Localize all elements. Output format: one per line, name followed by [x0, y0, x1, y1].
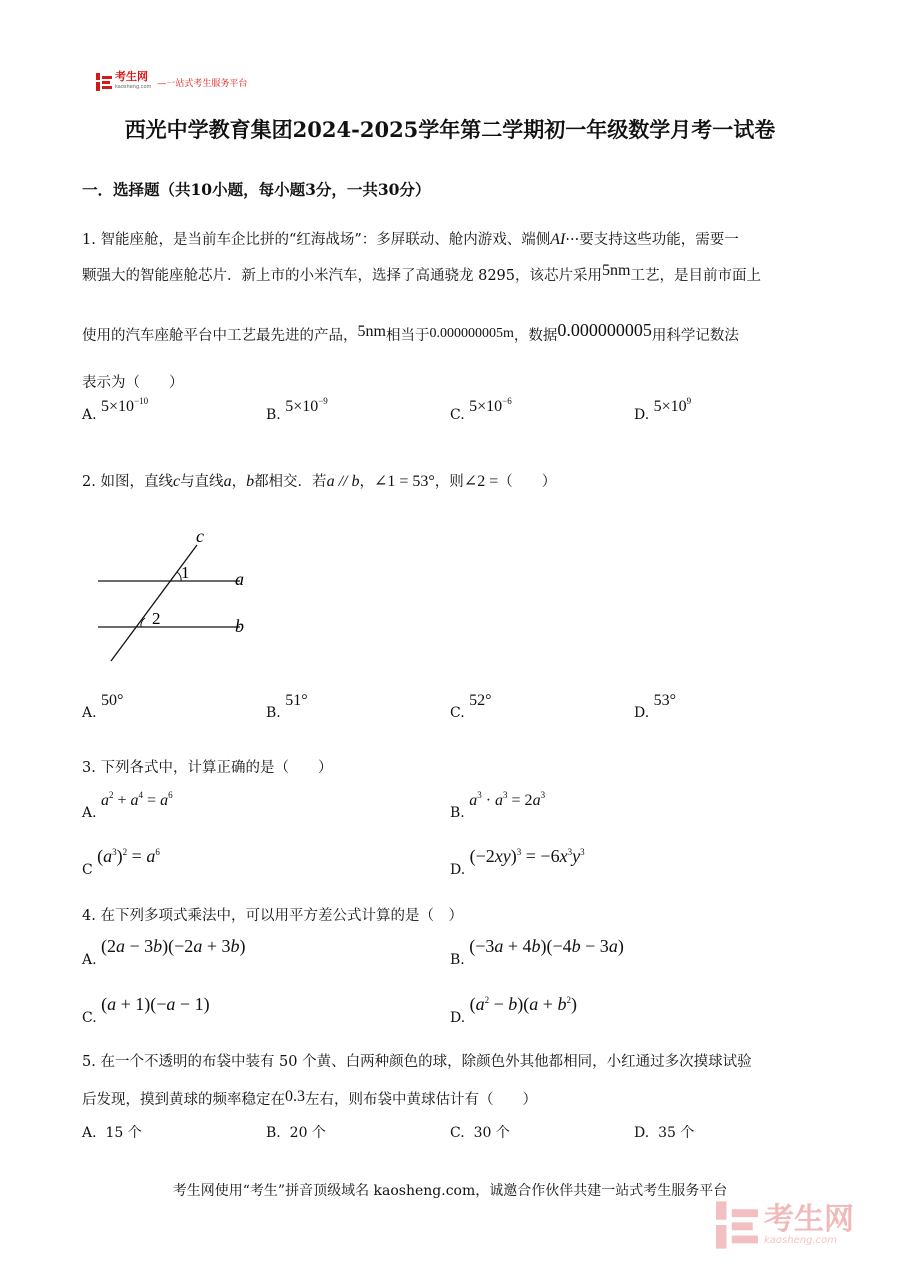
watermark-domain: kaosheng.com: [764, 1234, 837, 1246]
q3-stem: 3. 下列各式中，计算正确的是（ ）: [82, 760, 333, 776]
watermark-text: 考生网: [764, 1201, 854, 1237]
q1-option-d[interactable]: D. $5\times 10^9$: [634, 396, 692, 423]
q2-figure: [90, 520, 270, 670]
q1-line3: 使用的汽车座舱平台中工艺最先进的产品，5nm相当于0.000000005m，数据0.000000005用科学记数法: [82, 320, 739, 344]
q5-option-b[interactable]: B. 20 个: [266, 1125, 326, 1141]
watermark-logo-icon: [716, 1199, 758, 1251]
q5-line2: 后发现，摸到黄球的频率稳定在0.3左右，则布袋中黄球估计有（ ）: [82, 1088, 537, 1108]
q4-option-a[interactable]: A. (2a − 3b)(−2a + 3b): [82, 936, 246, 968]
q4-stem: 4. 在下列多项式乘法中，可以用平方差公式计算的是（ ）: [82, 908, 463, 924]
q1-option-a[interactable]: A. $5\times 10^{-10}$: [82, 396, 149, 423]
q1-line1: 1. 智能座舱，是当前车企比拼的“红海战场”：多屏联动、舱内游戏、端侧AI···要支持这些功能，需要一: [82, 231, 739, 248]
q2-option-a[interactable]: A. 50°: [82, 692, 124, 721]
q2-option-c[interactable]: C. 52°: [450, 692, 492, 721]
q4-option-c[interactable]: C. (a + 1)(−a − 1): [82, 994, 210, 1026]
label-2: 2: [152, 609, 161, 628]
q1-option-c[interactable]: C. $5\times 10^{-6}$: [450, 396, 512, 423]
header-logo: [96, 71, 247, 93]
kaosheng-logo-icon: [96, 73, 112, 91]
q2-option-d[interactable]: D. 53°: [634, 692, 677, 721]
q1-option-b[interactable]: B. $5\times 10^{-9}$: [266, 396, 328, 423]
q3-option-a[interactable]: A. $a^2 + a^4 = a^6$: [82, 790, 173, 821]
q5-line1: 5. 在一个不透明的布袋中装有 50 个黄、白两种颜色的球，除颜色外其他都相同，小红通过多次摸球试验: [82, 1054, 752, 1070]
q1-line2: 颗强大的智能座舱芯片．新上市的小米汽车，选择了高通骁龙 8295，该芯片采用5nm工艺，是目前市面上: [82, 262, 761, 284]
logo-domain: kaosheng.com: [115, 84, 152, 90]
q5-option-d[interactable]: D. 35 个: [634, 1125, 695, 1141]
q3-option-b[interactable]: B. $a^3 \cdot a^3 = 2a^3$: [450, 790, 546, 821]
q2-stem: 2. 如图，直线c与直线a，b都相交．若a // b，∠1 = 53°，则∠2 =（ ）: [82, 473, 557, 490]
label-c: c: [196, 526, 204, 546]
q4-option-d[interactable]: D. $(a^2 - b)(a + b^2)$: [450, 994, 577, 1026]
watermark: [716, 1199, 854, 1251]
q3-option-c[interactable]: C $(a^3)^2 = a^6$: [82, 846, 160, 878]
q3-option-d[interactable]: D. $(-2xy)^3 = -6x^3y^3$: [450, 846, 585, 878]
q5-option-a[interactable]: A. 15 个: [82, 1125, 142, 1141]
q2-option-b[interactable]: B. 51°: [266, 692, 308, 721]
q4-option-b[interactable]: B. (−3a + 4b)(−4b − 3a): [450, 936, 624, 968]
q5-option-c[interactable]: C. 30 个: [450, 1125, 510, 1141]
logo-text: 考生网 kaosheng.com: [115, 70, 152, 90]
q1-line4: 表示为（ ）: [82, 375, 184, 391]
logo-slogan: —一站式考生服务平台: [157, 78, 248, 89]
label-a: a: [235, 569, 244, 589]
page-footer: 考生网使用“考生”拼音顶级域名 kaosheng.com，诚邀合作伙伴共建一站式考生服务平台: [172, 1183, 728, 1199]
label-1: 1: [181, 563, 190, 582]
section-heading: 一．选择题（共10小题，每小题3分，一共30分）: [82, 180, 431, 199]
label-b: b: [235, 616, 244, 636]
exam-title: 西光中学教育集团2024-2025学年第二学期初一年级数学月考一试卷: [124, 117, 776, 142]
